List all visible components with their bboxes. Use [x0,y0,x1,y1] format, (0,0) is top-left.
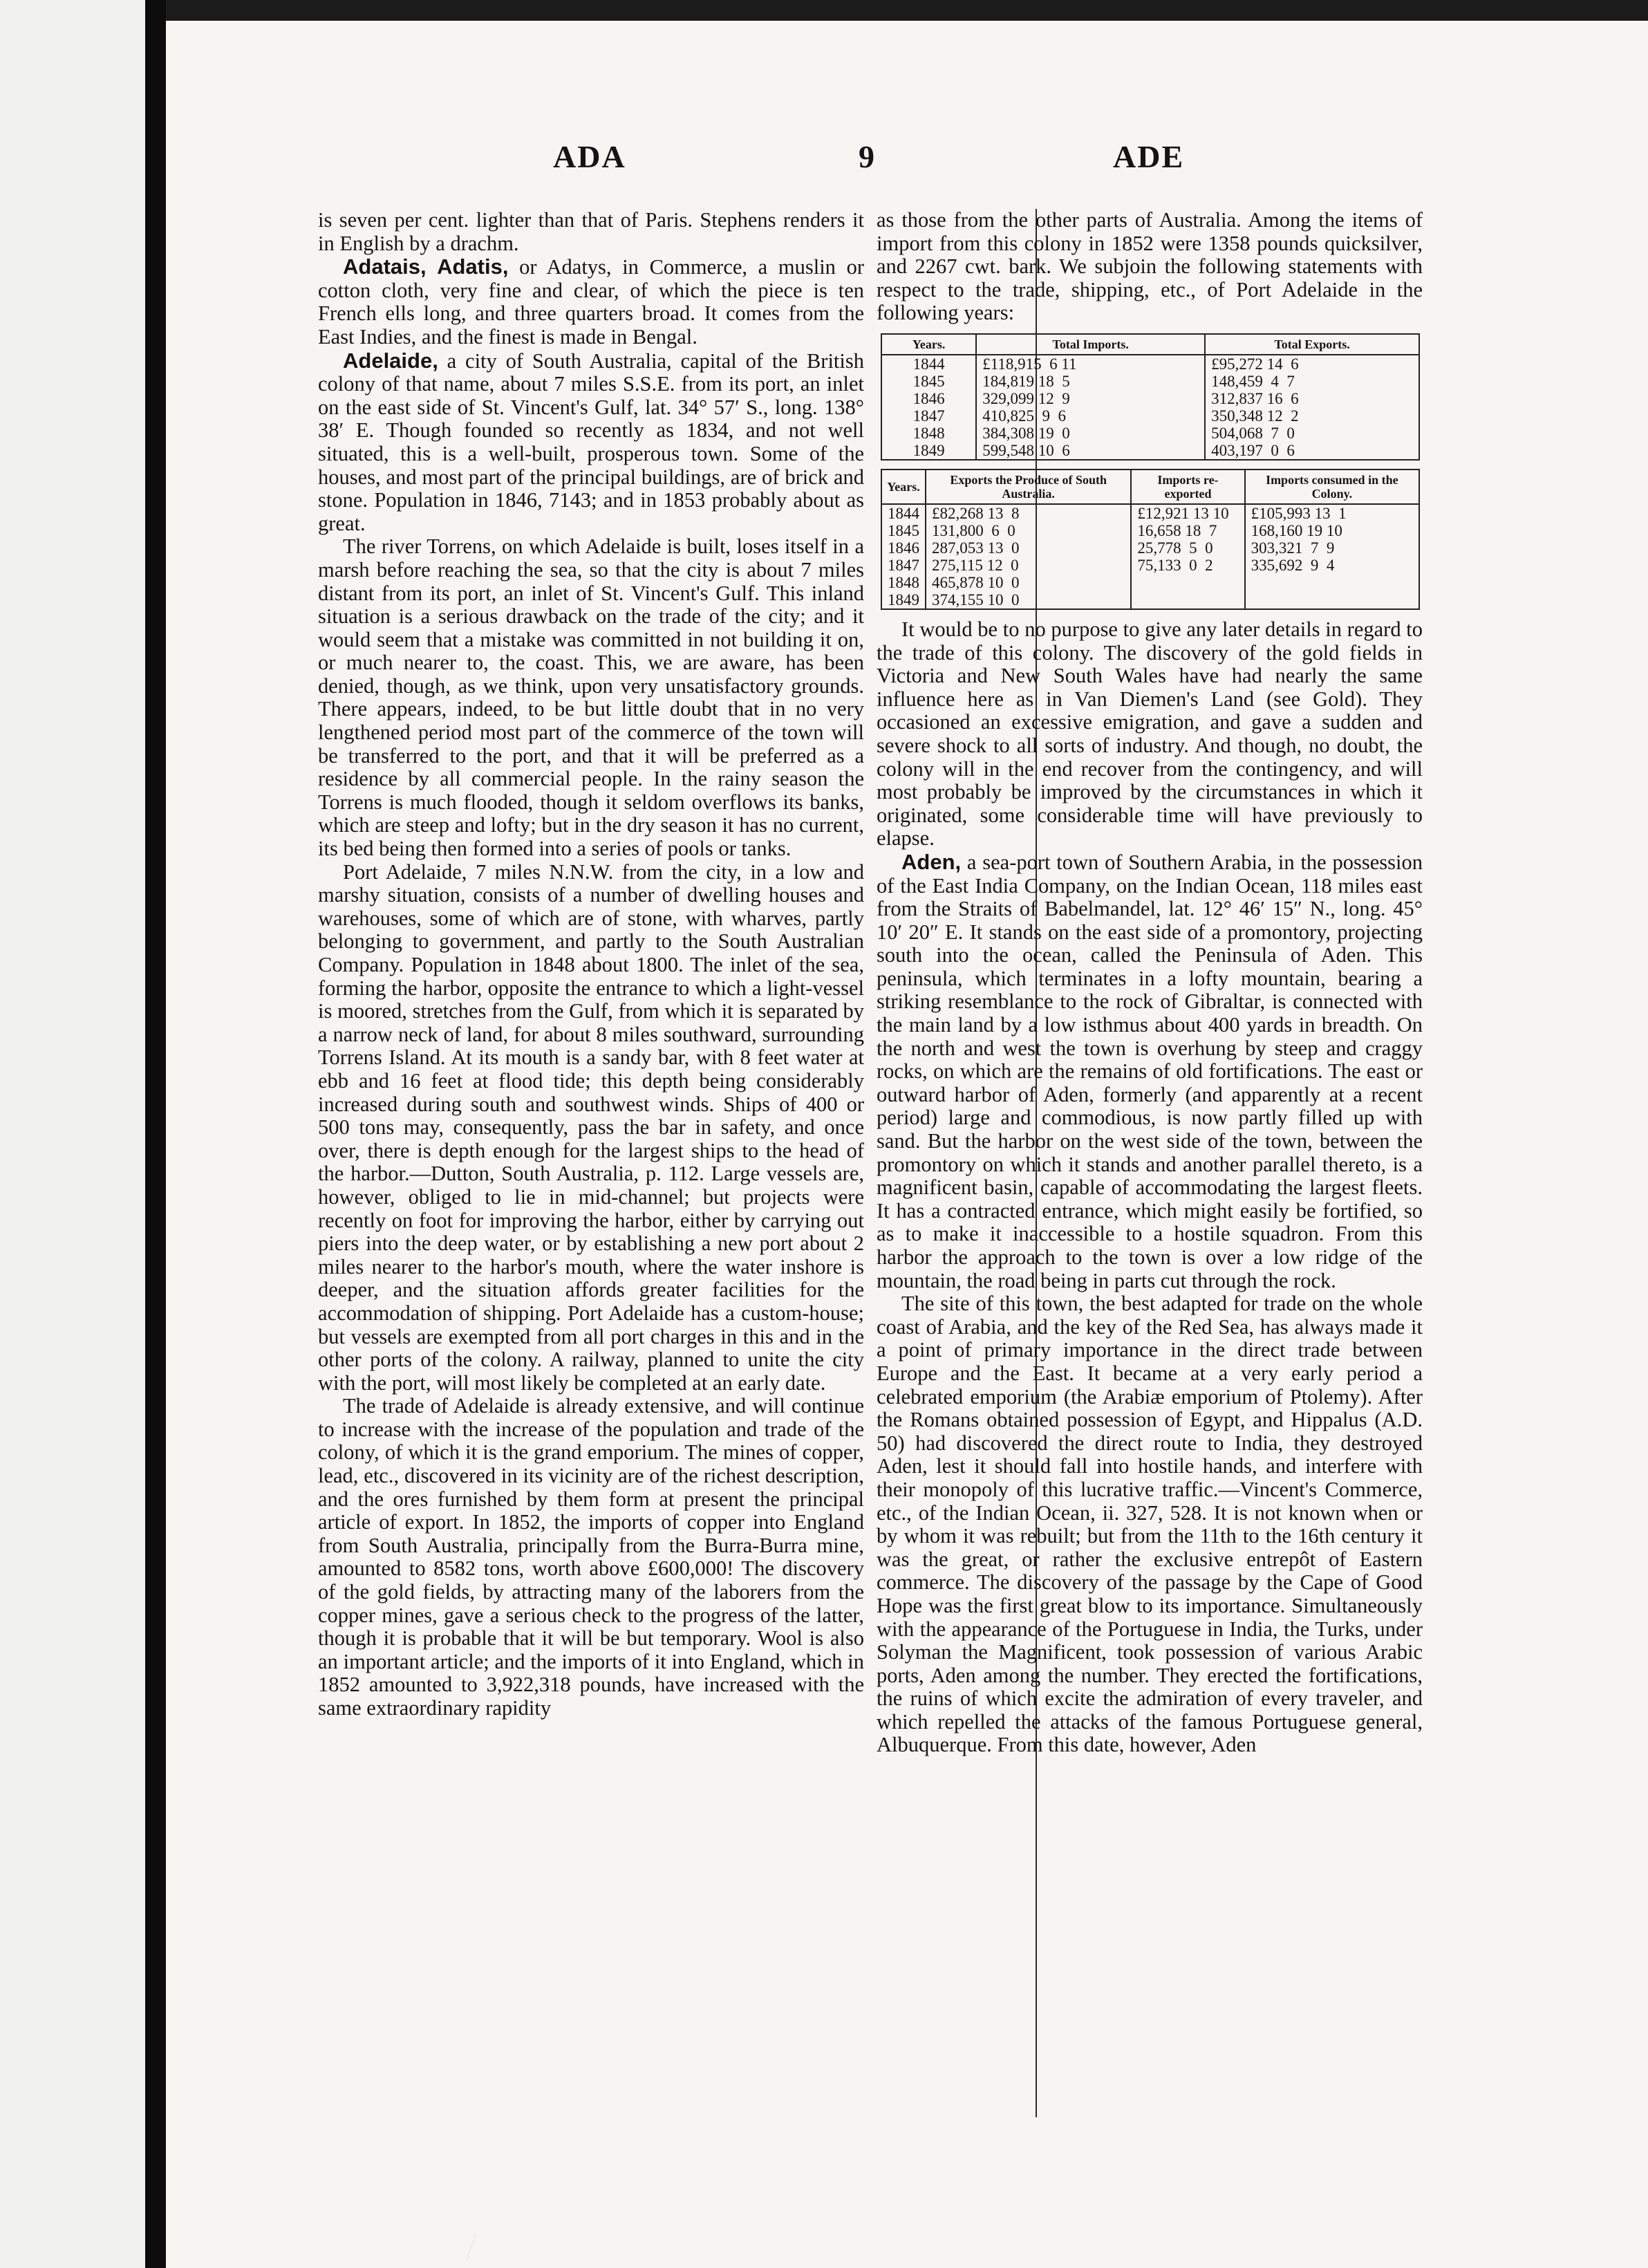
table-header-cell: Total Imports. [976,334,1205,355]
table-value-cell: £12,921 13 10 [1131,504,1244,522]
table-value-cell [1245,591,1419,609]
table-value-cell [1245,574,1419,591]
running-head-right: ADE [1113,139,1185,174]
paragraph [877,1292,1423,1757]
table-header-cell: Years. [881,334,976,355]
table-row [881,557,1419,574]
table-value-cell [1131,574,1244,591]
paragraph [877,618,1423,850]
right-column [877,209,1423,1757]
produce-reexport-table [881,469,1420,610]
left-column [318,209,864,1720]
table-header-cell: Exports the Produce of South Australia. [926,470,1131,504]
table-value-cell: 335,692 9 4 [1245,557,1419,574]
table-year-cell: 1849 [881,442,976,460]
paragraph-text: Port Adelaide, 7 miles N.N.W. from the city, in a low and marshy situation, consists of a number of dwelling houses and warehouses, some of which are of stone, with wharves, partly belonging to government, and partly to the South Australian Company. Population in 1848 about 1800. The inlet of the sea, forming the harbor, opposite the entrance to which a light-vessel is moored, stretches from the Gulf, from which it is separated by a narrow neck of land, for about 8 miles southward, surrounding Torrens Island. At its mouth is a sandy bar, with 8 feet water at ebb and 16 feet at flood tide; this depth being considerably increased during south and southwest winds. Ships of 400 or 500 tons may, consequently, pass the bar in safety, and once over, there is depth enough for the largest ships to the head of the harbor.—Dutton, South Australia, p. 112. Large vessels are, however, obliged to lie in mid-channel; but projects were recently on foot for improving the harbor, either by carrying out piers into the deep water, or by establishing a new port about 2 miles nearer to the harbor's mouth, where the water inshore is deeper, and the situation affords greater facilities for the accommodation of shipping. Port Adelaide has a custom-house; but vessels are exempted from all port charges in this and in the other ports of the colony. A railway, planned to unite the city with the port, will most likely be completed at an early date. [318,859,864,1395]
table-value-cell: 374,155 10 0 [926,591,1131,609]
table-value-cell: £82,268 13 8 [926,504,1131,522]
table-value-cell: 75,133 0 2 [1131,557,1244,574]
table-row [881,574,1419,591]
imports-exports-table [881,333,1420,461]
table-row [881,373,1419,390]
table-year-cell: 1846 [881,390,976,407]
table-header-cell: Imports re-exported [1131,470,1244,504]
table-value-cell: 25,778 5 0 [1131,539,1244,557]
book-page [166,21,1648,2268]
table-value-cell: 465,878 10 0 [926,574,1131,591]
table-header-cell: Imports consumed in the Colony. [1245,470,1419,504]
table-value-cell: £95,272 14 6 [1205,355,1419,373]
table-year-cell: 1845 [881,373,976,390]
table-year-cell: 1849 [881,591,926,609]
dictionary-entry [877,850,1423,1292]
table-value-cell: 168,160 19 10 [1245,522,1419,539]
table-value-cell: 410,825 9 6 [976,407,1205,425]
entry-headword: Aden, [901,849,962,874]
entry-headword: Adelaide, [343,348,438,373]
table-row [881,539,1419,557]
table-year-cell: 1848 [881,574,926,591]
table-row [881,425,1419,442]
table-year-cell: 1844 [881,355,976,373]
table-year-cell: 1846 [881,539,926,557]
table-row [881,522,1419,539]
paragraph-text: as those from the other parts of Australia. Among the items of import from this colony in 1852 were 1358 pounds quicksilver, and 2267 cwt. bark. We subjoin the following statements with respect to the trade, shipping, etc., of Port Adelaide in the following years: [877,208,1423,325]
binding-shadow [145,0,166,2268]
table-value-cell: £105,993 13 1 [1245,504,1419,522]
table-value-cell: 287,053 13 0 [926,539,1131,557]
table-value-cell: 131,800 6 0 [926,522,1131,539]
table-year-cell: 1847 [881,557,926,574]
table-value-cell: 148,459 4 7 [1205,373,1419,390]
right-column-intro [877,209,1423,325]
table-header-cell: Total Exports. [1205,334,1419,355]
paragraph-text: a sea-port town of Southern Arabia, in the possession of the East India Company, on the Indian Ocean, 118 miles east from the Straits of Babelmandel, lat. 12° 46′ 15″ N., long. 45° 10′ 20″ E. It stands on the east side of a promontory, projecting south into the ocean, called the Peninsula of Aden. This peninsula, which terminates in a lofty mountain, bearing a striking resemblance to the rock of Gibraltar, is connected with the main land by a low isthmus about 400 yards in breadth. On the north and west the town is overhung by steep and craggy rocks, on which are the remains of old fortifications. The east or outward harbor of Aden, formerly (and apparently at a recent period) large and commodious, is now partly filled up with sand. But the harbor on the west side of the town, between the promontory on which it stands and another parallel thereto, is a magnificent basin, capable of accommodating the largest fleets. It has a contracted entrance, which might easily be fortified, so as to make it inaccessible to a hostile squadron. From this harbor the approach to the town is over a low ridge of the mountain, the road being in parts cut through the rock. [877,850,1423,1292]
dictionary-entry [318,349,864,536]
table-value-cell: 504,068 7 0 [1205,425,1419,442]
table-row [881,442,1419,460]
paragraph-text: a city of South Australia, capital of the British colony of that name, about 7 miles S.S.E. from its port, an inlet on the east side of St. Vincent's Gulf, lat. 34° 57′ S., long. 138° 38′ E. Though founded so recently as 1834, and not well situated, this is a well-built, prosperous town. Some of the houses, and most part of the principal buildings, are of brick and stone. Population in 1846, 7143; and in 1853 probably about as great. [318,348,864,535]
table-year-cell: 1848 [881,425,976,442]
paragraph [318,1395,864,1720]
entry-headword: Adatais, Adatis, [343,254,509,279]
paragraph-text: The site of this town, the best adapted for trade on the whole coast of Arabia, and the key of the Red Sea, has always made it a point of primary importance in the direct trade between Europe and the East. It became at a very early period a celebrated emporium (the Arabiæ emporium of Ptolemy). After the Romans obtained possession of Egypt, and Hippalus (A.D. 50) had discovered the direct route to India, they destroyed Aden, lest it should fall into hostile hands, and interfere with their monopoly of this lucrative traffic.—Vincent's Commerce, etc., of the Indian Ocean, ii. 327, 528. It is not known when or by whom it was rebuilt; but from the 11th to the 16th century it was the great, or rather the exclusive entrepôt of Eastern commerce. The discovery of the passage by the Cape of Good Hope was the first great blow to its importance. Simultaneously with the appearance of the Portuguese in India, the Turks, under Solyman the Magnificent, took possession of various Arabic ports, Aden among the number. They erected the fortifications, the ruins of which excite the admiration of every traveler, and which repelled the attacks of the famous Portuguese general, Albuquerque. From this date, however, Aden [877,1292,1423,1757]
table-row [881,355,1419,373]
paragraph-text: The river Torrens, on which Adelaide is built, loses itself in a marsh before reaching the sea, so that the city is about 7 miles distant from its port, an inlet of St. Vincent's Gulf. This inland situation is a serious drawback on the trade of the city; and it would seem that a mistake was committed in not building it on, or much nearer to, the coast. This, we are aware, has been denied, though, as we think, upon very unsatisfactory grounds. There appears, indeed, to be but little doubt that in no very lengthened period most part of the commerce of the town will be transferred to the port, and that it will be preferred as a residence by all commercial people. In the rainy season the Torrens is much flooded, though it seldom overflows its banks, which are steep and lofty; but in the dry season it has no current, its bed being then formed into a series of pools or tanks. [318,535,864,861]
paragraph [318,209,864,255]
table-value-cell: 599,548 10 6 [976,442,1205,460]
table-year-cell: 1847 [881,407,976,425]
right-column-body [877,618,1423,1757]
paragraph [318,535,864,860]
table-value-cell: 312,837 16 6 [1205,390,1419,407]
table-value-cell: 184,819 18 5 [976,373,1205,390]
table-year-cell: 1845 [881,522,926,539]
table-value-cell: £118,915 6 11 [976,355,1205,373]
running-head-left: ADA [553,139,626,174]
table-value-cell: 350,348 12 2 [1205,407,1419,425]
table-value-cell: 384,308 19 0 [976,425,1205,442]
paragraph-text: It would be to no purpose to give any later details in regard to the trade of this colony. The discovery of the gold fields in Victoria and New South Wales have had nearly the same influence here as in Van Diemen's Land (see Gold). They occasioned an excessive emigration, and gave a sudden and severe shock to all sorts of industry. And though, no doubt, the colony will in the end recover from the contingency, and will most probably be improved by the circumstances in which it originated, some considerable time will have previously to elapse. [877,617,1423,850]
table-row [881,390,1419,407]
adjacent-page-edge [0,0,145,2268]
paragraph [318,861,864,1395]
paragraph-text: is seven per cent. lighter than that of Paris. Stephens renders it in English by a drachm. [318,208,864,255]
dictionary-entry [318,255,864,348]
table-value-cell: 403,197 0 6 [1205,442,1419,460]
paragraph-text: or Adatys, in Commerce, a muslin or cotton cloth, very fine and clear, of which the piece is ten French ells long, and three quarters broad. It comes from the East Indies, and the finest is made in Bengal. [318,255,864,348]
table-value-cell: 275,115 12 0 [926,557,1131,574]
table-value-cell: 329,099 12 9 [976,390,1205,407]
table-header-cell: Years. [881,470,926,504]
table-value-cell: 303,321 7 9 [1245,539,1419,557]
paragraph-text: The trade of Adelaide is already extensive, and will continue to increase with the increase of the population and trade of the colony, of which it is the grand emporium. The mines of copper, lead, etc., discovered in its vicinity are of the richest description, and the ores furnished by them form at present the principal article of export. In 1852, the imports of copper into England from South Australia, principally from the Burra-Burra mine, amounted to 8582 tons, worth above £600,000! The discovery of the gold fields, by attracting many of the laborers from the copper mines, gave a serious check to the progress of the latter, though it is probable that it will be but temporary. Wool is also an important article; and the imports of it into England, which in 1852 amounted to 3,922,318 pounds, have increased with the same extraordinary rapidity [318,1394,864,1720]
page-number: 9 [859,139,876,174]
table-row [881,591,1419,609]
paragraph [877,209,1423,325]
table-value-cell [1131,591,1244,609]
table-value-cell: 16,658 18 7 [1131,522,1244,539]
table-row [881,407,1419,425]
table-year-cell: 1844 [881,504,926,522]
table-row [881,504,1419,522]
